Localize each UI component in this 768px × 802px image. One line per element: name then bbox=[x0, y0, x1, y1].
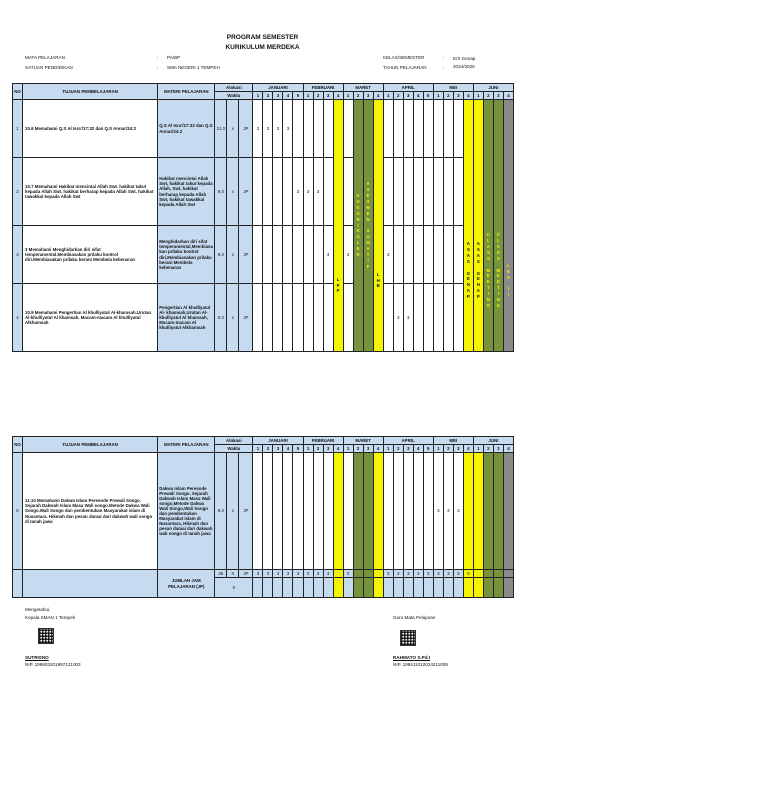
sign-left-name: SUTRISNO bbox=[25, 655, 49, 660]
row-materi: Hakikat mencintai Allah Swt, hakikat takut kepada Allah, Swt, hakikat berharap kepada Allah Swt, hakikat tawakkal kepada Allah Swt bbox=[158, 158, 215, 226]
week-num: 5 bbox=[293, 445, 303, 453]
total-cell: 3 bbox=[383, 570, 393, 578]
row-jp-label: JP bbox=[239, 226, 253, 284]
week-num: 2 bbox=[483, 92, 493, 100]
week-num: 5 bbox=[423, 445, 433, 453]
total-cell: 3 bbox=[403, 570, 413, 578]
asesmen-column bbox=[363, 100, 373, 352]
week-num: 1 bbox=[433, 445, 443, 453]
header-materi: MATERI PELAJARAN bbox=[158, 84, 215, 100]
week-num: 2 bbox=[263, 92, 273, 100]
row-no: 5 bbox=[13, 453, 23, 570]
week-num: 2 bbox=[483, 445, 493, 453]
row-no: 4 bbox=[13, 284, 23, 352]
lpp-column bbox=[333, 100, 343, 352]
week-cell: 3 bbox=[273, 100, 283, 158]
week-cell: 3 bbox=[323, 226, 333, 284]
week-num: 2 bbox=[443, 445, 453, 453]
asas-label: A S A S G E N A P bbox=[466, 240, 471, 300]
row-x: x bbox=[227, 453, 239, 570]
colon: : bbox=[443, 55, 445, 60]
row-tp: 10.7 Memahami Hakikat mencintai Allah Swt. hakikat takut kepada Allah Swt. hakikat berharap kepada Allah Swt. hakikat tawakkal kepada Allah Swt bbox=[23, 158, 158, 226]
month-april: APRIL bbox=[383, 84, 433, 92]
tahun-label: TAHUN PELAJARAN bbox=[383, 65, 427, 70]
week-cell: 3 bbox=[253, 100, 263, 158]
week-num: 4 bbox=[463, 92, 473, 100]
month-juni: JUNI bbox=[473, 437, 513, 445]
week-cell: 3 bbox=[263, 100, 273, 158]
total-cell: 3 bbox=[343, 570, 353, 578]
week-cell: 3 bbox=[283, 100, 293, 158]
totals-jp: 36 bbox=[215, 570, 227, 578]
sign-right-nip: NIP. 198411012024211008 bbox=[393, 662, 448, 667]
asas-column bbox=[463, 100, 473, 352]
sign-left-nip: NIP. 196803201997121003 bbox=[25, 662, 81, 667]
header-tp: TUJUAN PEMBELAJARAN bbox=[23, 84, 158, 100]
row-jp-label: JP bbox=[239, 100, 253, 158]
kokurikuler-column bbox=[353, 100, 363, 352]
week-cell: 3 bbox=[343, 226, 353, 284]
totals-row bbox=[13, 570, 514, 578]
month-februari: FEBRUARI bbox=[303, 437, 343, 445]
week-num: 1 bbox=[473, 445, 483, 453]
total-cell: 3 bbox=[253, 570, 263, 578]
kokurikuler-label: K O K U R I K U L E R bbox=[356, 192, 360, 258]
total-cell: 3 bbox=[283, 570, 293, 578]
week-cell: 3 bbox=[303, 158, 313, 226]
week-num: 2 bbox=[393, 445, 403, 453]
header-materi: MATERI PELAJARAN bbox=[158, 437, 215, 453]
table-row bbox=[13, 226, 514, 284]
row-jp-label: JP bbox=[239, 453, 253, 570]
week-cell: 3 bbox=[433, 453, 443, 570]
week-num: 2 bbox=[313, 445, 323, 453]
row-jp-label: JP bbox=[239, 284, 253, 352]
total-cell: 3 bbox=[453, 570, 463, 578]
header-waktu: Waktu bbox=[215, 445, 253, 453]
totals-label: JUMLAH JAM PELAJARAN (JP) bbox=[158, 570, 215, 598]
week-num: 1 bbox=[433, 92, 443, 100]
month-juni: JUNI bbox=[473, 84, 513, 92]
month-januari: JANUARI bbox=[253, 437, 303, 445]
week-cell: 3 bbox=[313, 158, 323, 226]
row-tp: 10.9 Memahami Pengertian Al khulliyatul Al-khamsah.Urutan Al-khulliyatul Al khamsah. Macam-macam Al khulliyatul Alkhamsah bbox=[23, 284, 158, 352]
week-num: 4 bbox=[503, 445, 513, 453]
total-cell: 3 bbox=[313, 570, 323, 578]
asesmen-label: A S E S M E N S U M A T I F bbox=[366, 180, 370, 270]
week-num: 1 bbox=[343, 445, 353, 453]
kelas-value: E/X Genap bbox=[453, 56, 476, 61]
sign-right-name: RAHMATO S.Pd.I bbox=[393, 655, 431, 660]
week-num: 1 bbox=[253, 92, 263, 100]
week-num: 3 bbox=[363, 92, 373, 100]
header-alokasi: Alokasi bbox=[215, 437, 253, 445]
week-num: 5 bbox=[293, 92, 303, 100]
satuan-value: SMA NEGERI 1 TEMPEH bbox=[167, 65, 220, 70]
week-num: 2 bbox=[393, 92, 403, 100]
class-meeting-column bbox=[493, 100, 503, 352]
les-label: L E S I I bbox=[506, 262, 510, 298]
total-cell: 3 bbox=[323, 570, 333, 578]
row-tp: 3 Memahami Menghidarkan diri sifat temperamental.Membiasakan prilaku kontrol diri.Membiasakan prilaku berani Membela kebenaran bbox=[23, 226, 158, 284]
week-cell: 3 bbox=[393, 284, 403, 352]
total-cell-zero: 0 bbox=[463, 570, 473, 578]
week-num: 5 bbox=[423, 92, 433, 100]
total-cell: 3 bbox=[433, 570, 443, 578]
row-no: 3 bbox=[13, 226, 23, 284]
week-num: 2 bbox=[313, 92, 323, 100]
colon: : bbox=[443, 65, 445, 70]
week-num: 2 bbox=[443, 92, 453, 100]
week-num: 3 bbox=[493, 92, 503, 100]
total-cell: 3 bbox=[273, 570, 283, 578]
month-mei: MEI bbox=[433, 437, 473, 445]
week-num: 4 bbox=[413, 445, 423, 453]
week-cell: 3 bbox=[443, 453, 453, 570]
week-num: 1 bbox=[473, 92, 483, 100]
asas-column bbox=[473, 100, 483, 352]
total-cell: 3 bbox=[263, 570, 273, 578]
sign-left-line1: Mengetahui, bbox=[25, 607, 51, 612]
row-jp-label: JP bbox=[239, 158, 253, 226]
month-maret: MARET bbox=[343, 437, 383, 445]
row-x: x bbox=[227, 226, 239, 284]
week-cell: 3 bbox=[453, 453, 463, 570]
month-mei: MEI bbox=[433, 84, 473, 92]
week-num: 1 bbox=[253, 445, 263, 453]
table-row bbox=[13, 453, 514, 570]
header-tp: TUJUAN PEMBELAJARAN bbox=[23, 437, 158, 453]
doc-subtitle: KURIKULUM MERDEKA bbox=[225, 44, 300, 51]
row-jp: 9.0 bbox=[215, 158, 227, 226]
sign-left-line2: Kepala SMAN 1 Tempeh bbox=[25, 615, 76, 620]
doc-title: PROGRAM SEMESTER bbox=[226, 34, 299, 41]
week-cell: 3 bbox=[293, 158, 303, 226]
header-no: NO bbox=[13, 437, 23, 453]
qr-code-icon bbox=[38, 628, 54, 644]
row-no: 2 bbox=[13, 158, 23, 226]
week-num: 1 bbox=[303, 92, 313, 100]
tahun-value: 2024/2025 bbox=[453, 64, 475, 69]
week-num: 4 bbox=[373, 92, 383, 100]
kelas-label: KELAS/SEMESTER bbox=[383, 55, 425, 60]
row-jp: 12.0 bbox=[215, 100, 227, 158]
row-tp: 11.10 Memahami Dakwa Islam Peresode Prewali Songo. Sejarah Dakwah Islam Masa Wali songo.Metode Dakwa Wali Songo.Wali Songo dan pembentukan Masyarakat islam di Nusantara. Hikmah dan pesan damai dari dakwah wali songo di tanah jawa bbox=[23, 453, 158, 570]
week-num: 3 bbox=[273, 445, 283, 453]
program-table-2 bbox=[12, 436, 514, 598]
month-maret: MARET bbox=[343, 84, 383, 92]
total-cell: 3 bbox=[413, 570, 423, 578]
week-num: 2 bbox=[353, 92, 363, 100]
row-jp: 9.0 bbox=[215, 453, 227, 570]
row-x: x bbox=[227, 284, 239, 352]
row-materi: Dakwa Islam Peresode Prewali Songo, Sejarah Dakwah Islam Masa Wali songo,Metode Dakwa Wali Songo,Wali Songo dan pembentukan Masyarakat islam di Nusantara, Hikmah dan pesan damai dari dakwah wali songo di tanah jawa bbox=[158, 453, 215, 570]
header-no: NO bbox=[13, 84, 23, 100]
week-cell: 3 bbox=[403, 284, 413, 352]
class-meeting-column bbox=[483, 100, 493, 352]
lpp-label: L P P bbox=[336, 276, 340, 294]
row-materi: Pengertian Al khulliyatul Al- khamsah,Urutan Al-khulliyatul Al khamsah, Macam-macam Al khulliyatul Alkhamsah bbox=[158, 284, 215, 352]
week-num: 2 bbox=[353, 445, 363, 453]
week-num: 4 bbox=[413, 92, 423, 100]
week-num: 3 bbox=[453, 92, 463, 100]
les-column bbox=[503, 100, 513, 352]
week-cell: 3 bbox=[383, 226, 393, 284]
week-num: 4 bbox=[333, 92, 343, 100]
month-januari: JANUARI bbox=[253, 84, 303, 92]
week-num: 3 bbox=[493, 445, 503, 453]
week-num: 4 bbox=[463, 445, 473, 453]
colon: : bbox=[157, 55, 159, 60]
total-cell: 3 bbox=[423, 570, 433, 578]
class-meeting-label: C L A S S M E E T I N G bbox=[486, 231, 491, 309]
total-cell: 3 bbox=[443, 570, 453, 578]
total-cell: 3 bbox=[393, 570, 403, 578]
class-meeting-label: C L A S S M E E T I N G bbox=[496, 231, 501, 309]
row-x: x bbox=[227, 158, 239, 226]
lhb-column bbox=[373, 100, 383, 352]
lhb-label: L H B bbox=[376, 271, 380, 289]
week-num: 3 bbox=[403, 445, 413, 453]
week-num: 3 bbox=[323, 92, 333, 100]
table-row bbox=[13, 100, 514, 158]
row-x: x bbox=[227, 100, 239, 158]
table-row bbox=[13, 284, 514, 352]
totals-x: X bbox=[227, 570, 239, 578]
total-cell: 3 bbox=[303, 570, 313, 578]
asas-label: A S A S G E N A P bbox=[476, 240, 481, 300]
week-num: 4 bbox=[283, 92, 293, 100]
week-num: 3 bbox=[403, 92, 413, 100]
satuan-label: SATUAN PENDIDIKAN bbox=[25, 65, 73, 70]
row-no: 1 bbox=[13, 100, 23, 158]
week-num: 2 bbox=[263, 445, 273, 453]
week-num: 1 bbox=[343, 92, 353, 100]
week-num: 1 bbox=[383, 92, 393, 100]
month-april: APRIL bbox=[383, 437, 433, 445]
sign-right-line1: Guru Mata Pelajaran bbox=[393, 615, 436, 620]
row-jp: 9.0 bbox=[215, 226, 227, 284]
week-num: 3 bbox=[363, 445, 373, 453]
week-num: 4 bbox=[333, 445, 343, 453]
row-tp: 10.6 Memahami Q.S Al Isra'/17:32 dan Q.S Annur/24:2 bbox=[23, 100, 158, 158]
header-waktu: Waktu bbox=[215, 92, 253, 100]
mapel-value: PA/BP bbox=[167, 55, 181, 60]
week-num: 3 bbox=[323, 445, 333, 453]
week-num: 4 bbox=[373, 445, 383, 453]
total-cell: 3 bbox=[293, 570, 303, 578]
header-alokasi: Alokasi bbox=[215, 84, 253, 92]
week-num: 3 bbox=[273, 92, 283, 100]
week-num: 4 bbox=[503, 92, 513, 100]
week-num: 3 bbox=[453, 445, 463, 453]
mapel-label: MATA PELAJARAN bbox=[25, 55, 65, 60]
row-materi: Menghidarkan diri sifat temperamental,Membiasa kan prilaku kontrol diri,Membiasakan prilaku berani Membela kebenaran bbox=[158, 226, 215, 284]
qr-code-icon bbox=[400, 630, 416, 646]
totals-jp-label: JP bbox=[239, 570, 253, 578]
program-table-1 bbox=[12, 83, 514, 352]
week-num: 4 bbox=[283, 445, 293, 453]
week-num: 1 bbox=[383, 445, 393, 453]
table-row bbox=[13, 158, 514, 226]
week-num: 1 bbox=[303, 445, 313, 453]
row-materi: Q.S Al Isra'/17:32 dan Q.S Annur/24:2 bbox=[158, 100, 215, 158]
totals-zero: 0 bbox=[215, 578, 253, 598]
colon: : bbox=[157, 65, 159, 70]
row-jp: 9.0 bbox=[215, 284, 227, 352]
month-februari: FEBRUARI bbox=[303, 84, 343, 92]
